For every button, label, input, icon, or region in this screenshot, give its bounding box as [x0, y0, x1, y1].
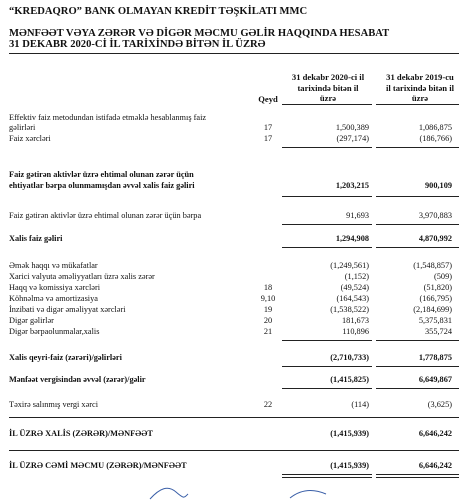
row-label-recovery: Faiz gətirən aktivlər üzrə ehtimal olunan zərər üçün bərpa [9, 211, 202, 220]
value-2019-total-comprehensive: 6,646,242 [418, 461, 452, 470]
column-header-2019: 31 dekabr 2019-cu il tarixində bitən il üzrə [385, 72, 455, 103]
subtotal-rule-2020 [282, 388, 372, 389]
value-2020-effective-interest: 1,500,389 [335, 123, 369, 132]
row-label-total-comprehensive: İL ÜZRƏ CƏMİ MƏCMU (ZƏRƏR)/MƏNFƏƏT [9, 461, 187, 470]
subtotal-rule-2020 [282, 147, 372, 148]
row-label-effective-interest-2: gəlirləri [9, 123, 36, 132]
subtotal-rule-2019 [376, 247, 459, 248]
header-rule [9, 53, 459, 54]
row-label-fx-loss: Xarici valyuta əməliyyatları üzrə xalis zərər [9, 272, 155, 281]
column-header-2020: 31 dekabr 2020-ci il tarixində bitən il üzrə [291, 72, 365, 103]
note-other-recoveries: 21 [263, 327, 273, 336]
report-title: MƏNFƏƏT VƏYA ZƏRƏR VƏ DİGƏR MƏCMU GƏLİR HAQQINDA HESABAT [9, 28, 390, 39]
note-column-header: Qeyd [258, 94, 278, 104]
value-2020-other-income: 181,673 [342, 316, 369, 325]
subtotal-rule-2019 [376, 147, 459, 148]
value-2019-interest-expense: (186,766) [419, 134, 452, 143]
note-deferred-tax: 22 [263, 400, 273, 409]
value-2019-net-for-year: 6,646,242 [418, 429, 452, 438]
subtotal-rule-2019 [376, 340, 459, 341]
value-2020-salaries: (1,249,561) [330, 261, 369, 270]
value-2020-pre-provision: 1,203,215 [335, 181, 369, 190]
value-2020-admin-expense: (1,538,522) [330, 305, 369, 314]
value-2020-total-comprehensive: (1,415,939) [330, 461, 369, 470]
row-label-other-income: Digər gəlirlər [9, 316, 54, 325]
value-2020-recovery: 91,693 [346, 211, 369, 220]
row-label-net-interest: Xalis faiz gəliri [9, 234, 63, 243]
row-label-fee-expense: Haqq və komissiya xərcləri [9, 283, 101, 292]
total-double-rule-2019 [376, 474, 459, 478]
value-2020-interest-expense: (297,174) [336, 134, 369, 143]
value-2019-pre-provision: 900,109 [425, 181, 452, 190]
value-2020-deferred-tax: (114) [351, 400, 369, 409]
value-2020-fx-loss: (1,152) [344, 272, 369, 281]
value-2019-net-non-interest: 1,778,875 [418, 353, 452, 362]
subtotal-rule-2020 [282, 196, 372, 197]
value-2019-other-income: 5,375,831 [418, 316, 452, 325]
subtotal-rule-2020 [282, 366, 372, 367]
total-double-rule-2020 [282, 474, 372, 478]
note-fee-expense: 18 [263, 283, 273, 292]
section-rule [9, 450, 459, 451]
value-2019-depreciation: (166,795) [419, 294, 452, 303]
row-label-net-for-year: İL ÜZRƏ XALİS (ZƏRƏR)/MƏNFƏƏT [9, 429, 153, 438]
row-label-deferred-tax: Təxirə salınmış vergi xərci [9, 400, 99, 409]
subtotal-rule-2019 [376, 388, 459, 389]
subtotal-rule-2019 [376, 196, 459, 197]
column-rule-2020 [282, 104, 372, 105]
row-label-interest-expense: Faiz xərcləri [9, 134, 51, 143]
value-2019-net-interest: 4,870,992 [418, 234, 452, 243]
value-2019-salaries: (1,548,857) [413, 261, 452, 270]
section-rule [9, 417, 459, 418]
column-rule-2019 [376, 104, 459, 105]
row-label-other-recoveries: Digər bərpaolunmalar,xalis [9, 327, 100, 336]
signature-mark [140, 482, 340, 500]
note-interest-expense: 17 [263, 134, 273, 143]
subtotal-rule-2019 [376, 224, 459, 225]
row-label-depreciation: Köhnəlmə və amortizasiya [9, 294, 98, 303]
note-admin-expense: 19 [263, 305, 273, 314]
row-label-profit-before-tax: Mənfəət vergisindən əvvəl (zərər)/gəlir [9, 375, 146, 384]
value-2020-net-non-interest: (2,710,733) [330, 353, 369, 362]
subtotal-rule-2020 [282, 224, 372, 225]
value-2020-fee-expense: (49,524) [340, 283, 369, 292]
report-period: 31 DEKABR 2020-Cİ İL TARİXİNDƏ BİTƏN İL ÜZRƏ [9, 39, 266, 50]
row-label-pre-provision-2: ehtiyatlar bərpa olunmamışdan əvvəl xalis faiz gəliri [9, 181, 195, 190]
value-2019-other-recoveries: 355,724 [425, 327, 452, 336]
value-2019-admin-expense: (2,184,699) [413, 305, 452, 314]
value-2020-other-recoveries: 110,896 [342, 327, 369, 336]
value-2019-profit-before-tax: 6,649,867 [418, 375, 452, 384]
row-label-admin-expense: İnzibati və digər əməliyyat xərcləri [9, 305, 126, 314]
subtotal-rule-2020 [282, 247, 372, 248]
row-label-net-non-interest: Xalis qeyri-faiz (zərəri)/gəlirləri [9, 353, 122, 362]
subtotal-rule-2020 [282, 340, 372, 341]
note-depreciation: 9,10 [260, 294, 276, 303]
subtotal-rule-2019 [376, 366, 459, 367]
value-2019-fee-expense: (51,820) [423, 283, 452, 292]
value-2019-deferred-tax: (3,625) [427, 400, 452, 409]
value-2020-profit-before-tax: (1,415,825) [330, 375, 369, 384]
company-name: “KREDAQRO” BANK OLMAYAN KREDİT TƏŞKİLATI MMC [9, 6, 308, 17]
note-effective-interest: 17 [263, 123, 273, 132]
value-2019-recovery: 3,970,883 [418, 211, 452, 220]
row-label-salaries: Əmək haqqı və mükafatlar [9, 261, 98, 270]
value-2020-net-interest: 1,294,908 [335, 234, 369, 243]
row-label-effective-interest-1: Effektiv faiz metodundan istifadə etməklə hesablanmış faiz [9, 113, 207, 122]
value-2020-net-for-year: (1,415,939) [330, 429, 369, 438]
row-label-pre-provision-1: Faiz gətirən aktivlər üzrə ehtimal olunan zərər üçün [9, 170, 194, 179]
value-2019-fx-loss: (509) [434, 272, 452, 281]
note-other-income: 20 [263, 316, 273, 325]
value-2020-depreciation: (164,543) [336, 294, 369, 303]
value-2019-effective-interest: 1,086,875 [418, 123, 452, 132]
